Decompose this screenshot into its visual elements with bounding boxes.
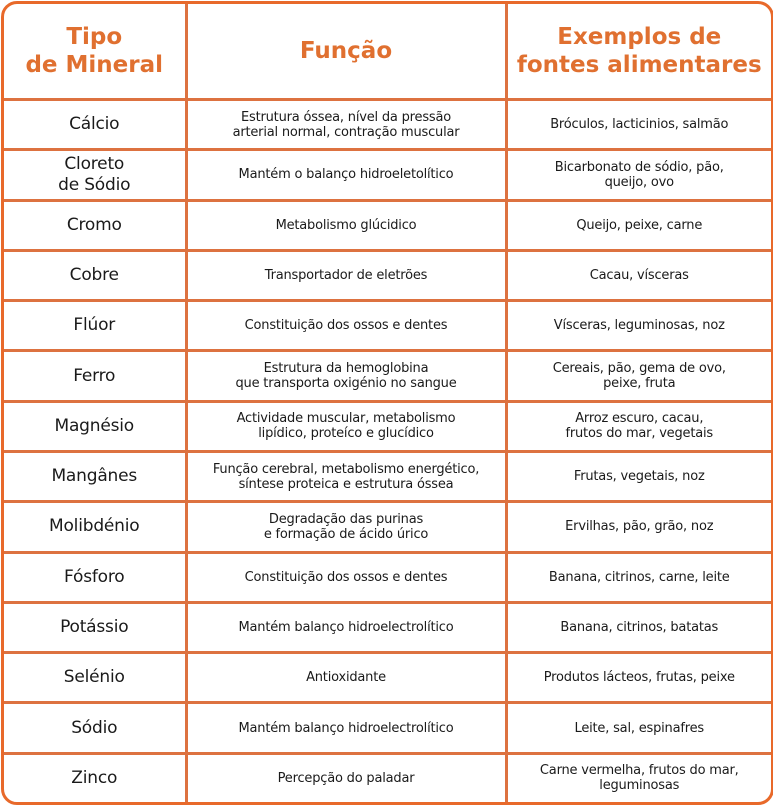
mineral-cell [4,100,186,150]
cell-line: Frutas, vegetais, noz [573,469,705,485]
cell-line: Estrutura óssea, nível da pressão [241,109,451,125]
cell-line: Produtos lácteos, frutas, peixe [543,670,735,686]
table-row [4,351,771,401]
mineral-cell [4,401,186,451]
funcao-cell [186,301,506,351]
mineral-cell [4,602,186,652]
table-row [4,502,771,552]
cell-line: Sódio [71,717,118,738]
table-header-row [4,4,771,100]
funcao-cell [186,653,506,703]
table-row [4,703,771,753]
fontes-cell [506,653,771,703]
table-row [4,401,771,451]
cell-line: Cobre [69,264,119,285]
cell-line: Mantém balanço hidroelectrolítico [238,619,454,635]
table-row [4,200,771,250]
mineral-cell [4,250,186,300]
fontes-cell [506,301,771,351]
header-exemplos-fontes [506,4,771,100]
cell-line: Queijo, peixe, carne [576,217,703,233]
fontes-cell [506,250,771,300]
cell-line: Mangânes [51,466,138,487]
cell-line: queijo, ovo [604,174,674,190]
cell-line: Actividade muscular, metabolismo [236,411,456,427]
table-row [4,602,771,652]
fontes-cell [506,552,771,602]
cell-line: Cloreto [64,153,125,174]
table-row [4,653,771,703]
cell-line: Constituição dos ossos e dentes [244,569,448,585]
table-body [4,100,771,803]
funcao-cell [186,150,506,200]
cell-line: Arroz escuro, cacau, [575,411,704,427]
fontes-cell [506,703,771,753]
mineral-cell [4,150,186,200]
funcao-cell [186,250,506,300]
cell-line: leguminosas [599,778,680,794]
cell-line: Fósforo [64,566,125,587]
cell-line: arterial normal, contração muscular [232,124,460,140]
header-line: Tipo [66,24,123,50]
table-row [4,100,771,150]
funcao-cell [186,602,506,652]
cell-line: Vísceras, leguminosas, noz [553,318,725,334]
fontes-cell [506,351,771,401]
cell-line: Cálcio [69,114,120,135]
cell-line: Zinco [71,767,118,788]
mineral-cell [4,552,186,602]
fontes-cell [506,451,771,501]
fontes-cell [506,602,771,652]
cell-line: Ervilhas, pão, grão, noz [565,519,714,535]
fontes-cell [506,502,771,552]
cell-line: Ferro [73,365,116,386]
cell-line: Leite, sal, espinafres [574,720,704,736]
header-line: Função [299,38,393,64]
cell-line: Bróculos, lacticinios, salmão [550,117,729,133]
funcao-cell [186,100,506,150]
mineral-cell [4,653,186,703]
cell-line: Percepção do paladar [277,770,415,786]
cell-line: peixe, fruta [603,376,676,392]
cell-line: Carne vermelha, frutos do mar, [539,763,739,779]
cell-line: Transportador de eletrões [264,267,428,283]
cell-line: Cacau, vísceras [589,267,689,283]
funcao-cell [186,351,506,401]
cell-line: Bicarbonato de sódio, pão, [554,159,724,175]
cell-line: Mantém balanço hidroelectrolítico [238,720,454,736]
table-row [4,150,771,200]
mineral-cell [4,703,186,753]
mineral-cell [4,200,186,250]
funcao-cell [186,753,506,802]
header-funcao [186,4,506,100]
header-line: de Mineral [25,52,164,78]
header-line: fontes alimentares [516,52,762,78]
cell-line: Constituição dos ossos e dentes [244,318,448,334]
cell-line: Banana, citrinos, carne, leite [548,569,730,585]
cell-line: Magnésio [54,415,134,436]
cell-line: Flúor [73,315,116,336]
mineral-cell [4,351,186,401]
table-row [4,301,771,351]
cell-line: lipídico, proteíco e glucídico [258,426,434,442]
fontes-cell [506,401,771,451]
funcao-cell [186,502,506,552]
cell-line: Molibdénio [49,516,140,537]
table-row [4,753,771,802]
cell-line: Estrutura da hemoglobina [263,361,429,377]
funcao-cell [186,552,506,602]
cell-line: de Sódio [58,174,131,195]
fontes-cell [506,100,771,150]
fontes-cell [506,150,771,200]
minerals-table [4,4,771,802]
cell-line: Selénio [63,667,125,688]
cell-line: Cromo [66,214,122,235]
fontes-cell [506,753,771,802]
fontes-cell [506,200,771,250]
header-line: Exemplos de [557,24,722,50]
table-row [4,451,771,501]
cell-line: Metabolismo glúcidico [275,217,417,233]
cell-line: Degradação das purinas [268,511,424,527]
mineral-cell [4,301,186,351]
cell-line: que transporta oxigénio no sangue [235,376,457,392]
table-row [4,250,771,300]
funcao-cell [186,451,506,501]
cell-line: Cereais, pão, gema de ovo, [552,361,726,377]
mineral-cell [4,451,186,501]
table-row [4,552,771,602]
cell-line: Função cerebral, metabolismo energético, [212,461,480,477]
cell-line: Antioxidante [306,670,386,686]
funcao-cell [186,703,506,753]
cell-line: síntese proteica e estrutura óssea [238,476,454,492]
cell-line: Mantém o balanço hidroeletolítico [238,167,454,183]
cell-line: Banana, citrinos, batatas [560,619,719,635]
cell-line: Potássio [60,616,129,637]
mineral-cell [4,753,186,802]
funcao-cell [186,200,506,250]
header-tipo-de-mineral [4,4,186,100]
minerals-table-container [1,1,773,805]
mineral-cell [4,502,186,552]
cell-line: e formação de ácido úrico [263,526,429,542]
funcao-cell [186,401,506,451]
cell-line: frutos do mar, vegetais [565,426,713,442]
